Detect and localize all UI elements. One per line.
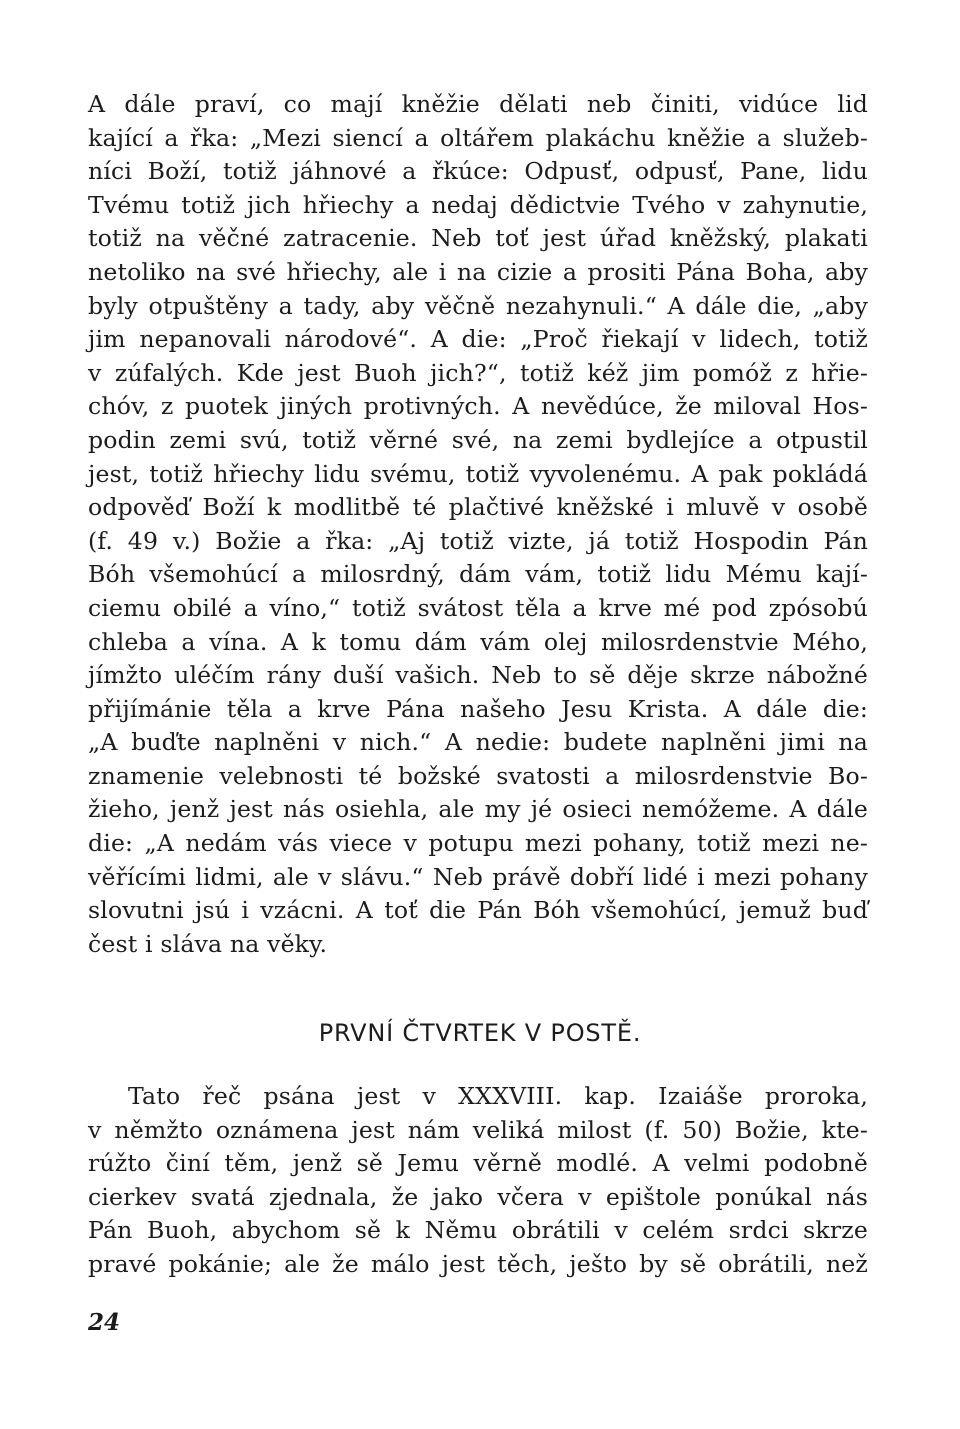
text-line: „A buďte naplněni v nich.“ A nedie: budete naplněni jimi na xyxy=(88,728,868,757)
text-line: netoliko na své hřiechy, ale i na cizie a prositi Pána Boha, aby xyxy=(88,257,868,286)
text-line: níci Boží, totiž jáhnové a řkúce: Odpusť, odpusť, Pane, lidu xyxy=(88,157,868,186)
text-line: ciemu obilé a víno,“ totiž svátost těla a krve mé pod zpósobú xyxy=(88,593,868,622)
text-line: žieho, jenž jest nás osiehla, ale my jé osieci nemóžeme. A dále xyxy=(88,795,868,824)
text-line: Tato řeč psána jest v XXXVIII. kap. Izaiáše proroka, xyxy=(128,1082,868,1110)
text-line: (f. 49 v.) Božie a řka: „Aj totiž vizte, já totiž Hospodin Pán xyxy=(88,526,868,555)
body-text xyxy=(88,88,868,961)
text-line: v zúfalých. Kde jest Buoh jich?“, totiž kéž jim pomóž z hřie- xyxy=(88,358,868,387)
text-line: jim nepanovali národové“. A die: „Proč řiekají v lidech, totiž xyxy=(88,325,868,354)
text-line: Pán Buoh, abychom sě k Němu obrátili v celém srdci skrze xyxy=(88,1216,868,1245)
text-line: die: „A nedám vás viece v potupu mezi pohany, totiž mezi ne- xyxy=(88,829,868,858)
text-line: rúžto činí těm, jenž sě Jemu věrně modlé. A velmi podobně xyxy=(88,1149,868,1178)
text-line: přijímánie těla a krve Pána našeho Jesu Krista. A dále die: xyxy=(88,694,868,723)
text-line: pravé pokánie; ale že málo jest těch, ješto by sě obrátili, než xyxy=(88,1249,868,1278)
text-line: Bóh všemohúcí a milosrdný, dám vám, totiž lidu Mému kají- xyxy=(88,560,868,589)
text-line: jest, totiž hřiechy lidu svému, totiž vyvolenému. A pak pokládá xyxy=(88,459,868,488)
text-line: totiž na věčné zatracenie. Neb toť jest úřad kněžský, plakati xyxy=(88,224,868,253)
text-line: slovutni jsú i vzácni. A toť die Pán Bóh všemohúcí, jemuž buď xyxy=(88,896,868,925)
text-line: kající a řka: „Mezi siencí a oltářem plakáchu kněžie a služeb- xyxy=(88,123,868,152)
text-line: byly otpuštěny a tady, aby věčně nezahynuli.“ A dále die, „aby xyxy=(88,291,868,320)
text-line: v němžto oznámena jest nám veliká milost (f. 50) Božie, kte- xyxy=(88,1115,868,1144)
section-heading: PRVNÍ ČTVRTEK V POSTĚ. xyxy=(318,1019,642,1047)
text-line: věřícími lidmi, ale v slávu.“ Neb právě dobří lidé i mezi pohany xyxy=(88,862,868,891)
text-line: cierkev svatá zjednala, že jako včera v epištole ponúkal nás xyxy=(88,1182,868,1211)
section-text xyxy=(88,1080,868,1282)
text-line: čest i sláva na věky. xyxy=(88,929,328,958)
text-line: chóv, z puotek jiných protivných. A nevědúce, že miloval Hos- xyxy=(88,392,868,421)
text-line: A dále praví, co mají kněžie dělati neb činiti, vidúce lid xyxy=(88,90,868,118)
text-line: odpověď Boží k modlitbě té plačtivé kněžské i mluvě v osobě xyxy=(88,493,868,522)
text-line: podin zemi svú, totiž věrné své, na zemi bydlejíce a otpustil xyxy=(88,425,868,454)
page-number: 24 xyxy=(88,1309,121,1336)
text-line: Tvému totiž jich hřiechy a nedaj dědictvie Tvého v zahynutie, xyxy=(88,190,868,219)
text-line: jímžto uléčím rány duší vašich. Neb to sě děje skrze nábožné xyxy=(88,661,868,690)
text-line: znamenie velebnosti té božské svatosti a milosrdenstvie Bo- xyxy=(88,761,868,790)
text-line: chleba a vína. A k tomu dám vám olej milosrdenstvie Mého, xyxy=(88,627,868,656)
